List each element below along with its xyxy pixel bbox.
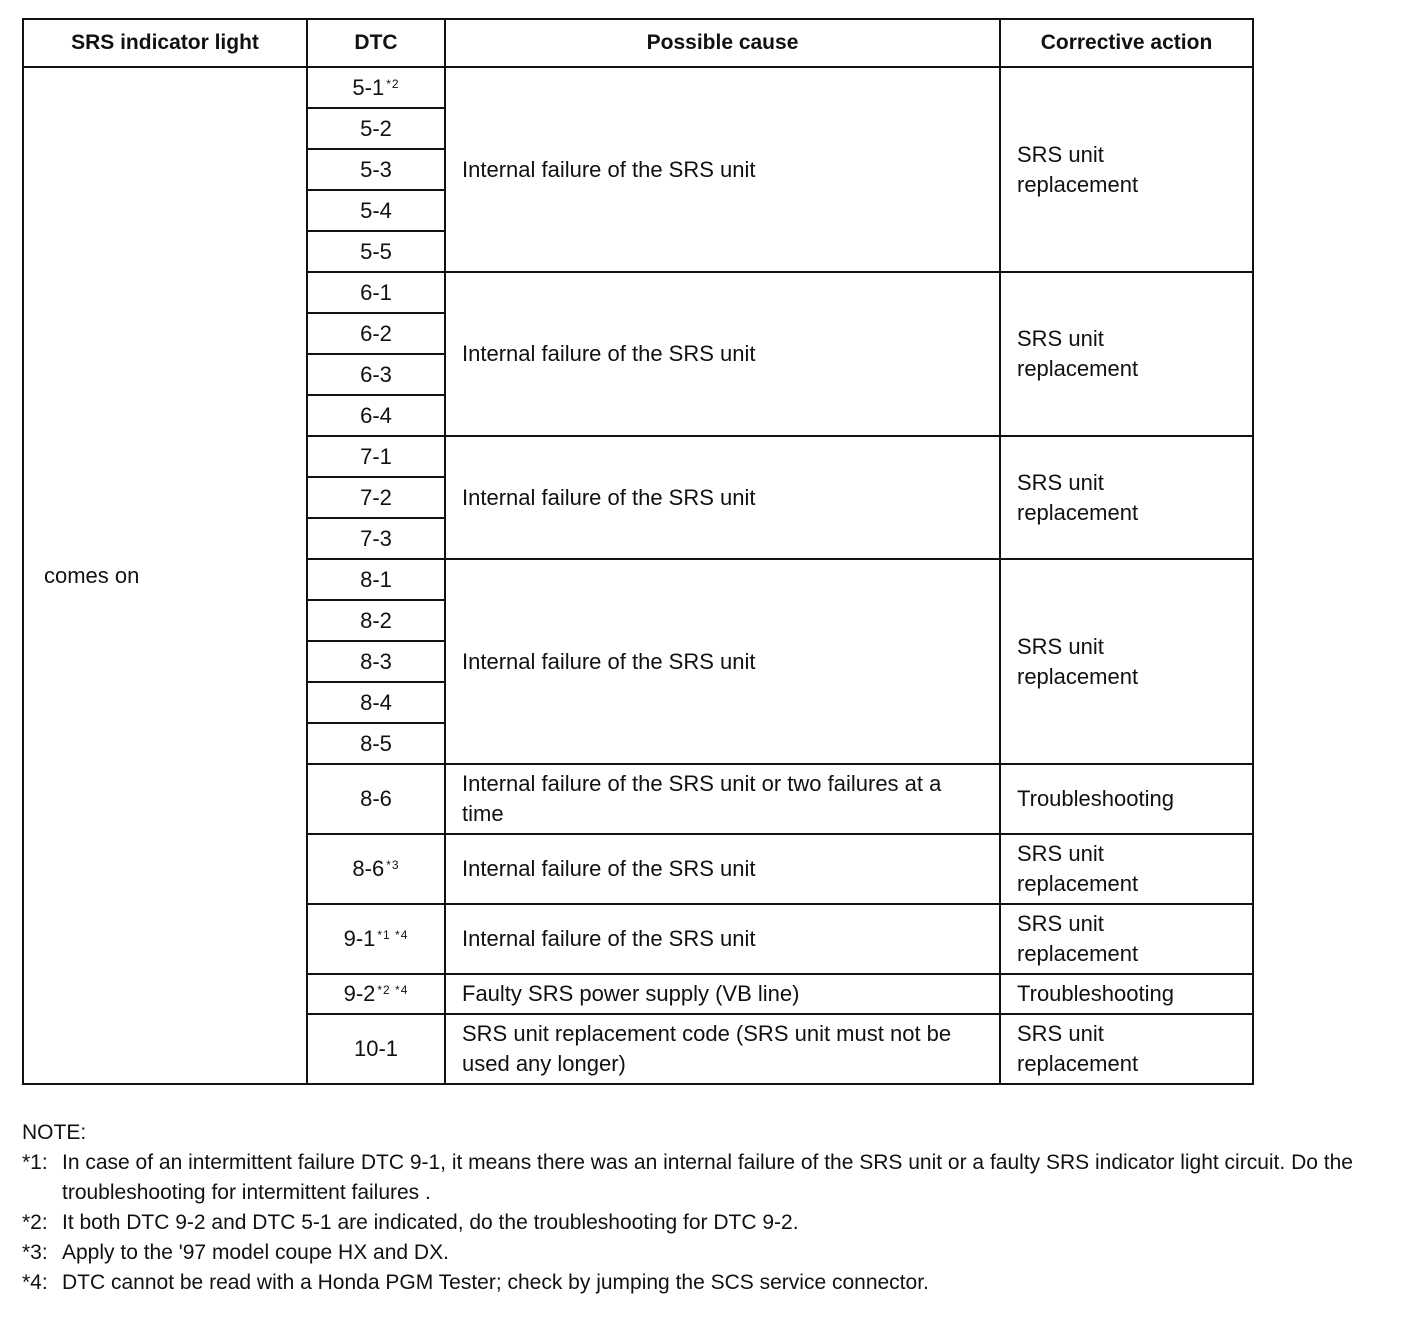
dtc-code-text: 6-4: [360, 402, 392, 428]
dtc-code-text: 8-6: [360, 786, 392, 811]
note-mark: *1:: [22, 1151, 48, 1174]
possible-cause-cell: Internal failure of the SRS unit or two failures at a time: [445, 764, 1000, 834]
notes-list: [22, 1148, 1392, 1298]
dtc-footnote-mark: *1 *4: [377, 928, 409, 942]
dtc-code: [307, 354, 445, 395]
possible-cause-cell: Faulty SRS power supply (VB line): [445, 974, 1000, 1014]
dtc-code-text: 8-5: [360, 730, 392, 756]
dtc-code-text: 8-4: [360, 689, 392, 715]
header-row: [23, 19, 1253, 67]
dtc-code-text: 9-1: [343, 926, 376, 951]
dtc-code-text: 5-5: [360, 238, 392, 264]
dtc-code: [307, 395, 445, 436]
dtc-code: [307, 477, 445, 518]
dtc-code-text: 6-3: [360, 361, 392, 387]
dtc-code-text: 9-2: [343, 981, 376, 1006]
corrective-action-cell: SRS unit replacement: [1000, 272, 1253, 436]
corrective-action-cell: Troubleshooting: [1000, 974, 1253, 1014]
note-text: It both DTC 9-2 and DTC 5-1 are indicated, do the troubleshooting for DTC 9-2.: [62, 1211, 799, 1234]
possible-cause-cell: Internal failure of the SRS unit: [445, 559, 1000, 764]
dtc-code: [307, 231, 445, 272]
dtc-code: [307, 723, 445, 764]
corrective-action-cell: SRS unit replacement: [1000, 559, 1253, 764]
dtc-code-text: 5-4: [360, 197, 392, 223]
dtc-code: [307, 436, 445, 477]
possible-cause-cell: Internal failure of the SRS unit: [445, 436, 1000, 559]
notes-section: [22, 1118, 1392, 1298]
dtc-code: [307, 67, 445, 108]
note-mark: *3:: [22, 1241, 48, 1264]
dtc-footnote-mark: *3: [386, 858, 400, 872]
dtc-footnote-mark: *2 *4: [377, 983, 409, 997]
dtc-code: [307, 974, 445, 1014]
note-item: [22, 1208, 1392, 1238]
header-corrective-action: Corrective action: [1000, 19, 1253, 67]
header-srs-indicator-light: SRS indicator light: [23, 19, 307, 67]
dtc-code-text: 7-2: [360, 484, 392, 510]
corrective-action-cell: SRS unit replacement: [1000, 1014, 1253, 1084]
dtc-code-text: 7-1: [360, 443, 392, 469]
dtc-code: [307, 518, 445, 559]
dtc-code-text: 8-3: [360, 648, 392, 674]
dtc-code: [307, 108, 445, 149]
possible-cause-cell: Internal failure of the SRS unit: [445, 834, 1000, 904]
dtc-code: [307, 1014, 445, 1084]
dtc-table: [22, 18, 1254, 1085]
note-mark: *4:: [22, 1271, 48, 1294]
corrective-action-cell: SRS unit replacement: [1000, 436, 1253, 559]
dtc-code-text: 8-2: [360, 607, 392, 633]
dtc-code: [307, 190, 445, 231]
dtc-footnote-mark: *2: [386, 76, 400, 91]
dtc-code-text: 6-2: [360, 320, 392, 346]
dtc-code: [307, 313, 445, 354]
note-text: In case of an intermittent failure DTC 9-1, it means there was an internal failure of the SRS unit or a faulty SRS indicator light circuit. Do the troubleshooting for intermittent failures .: [62, 1151, 1353, 1204]
dtc-code: [307, 600, 445, 641]
dtc-code-text: 8-1: [360, 566, 392, 592]
corrective-action-cell: SRS unit replacement: [1000, 904, 1253, 974]
note-item: [22, 1238, 1392, 1268]
dtc-code: [307, 682, 445, 723]
note-item: [22, 1148, 1392, 1208]
dtc-code: [307, 641, 445, 682]
possible-cause-cell: Internal failure of the SRS unit: [445, 67, 1000, 272]
dtc-code-text: 5-1: [352, 74, 385, 100]
note-text: Apply to the '97 model coupe HX and DX.: [62, 1241, 449, 1264]
dtc-code-text: 6-1: [360, 279, 392, 305]
dtc-code-text: 8-6: [352, 856, 385, 881]
header-dtc: DTC: [307, 19, 445, 67]
corrective-action-cell: SRS unit replacement: [1000, 67, 1253, 272]
possible-cause-cell: SRS unit replacement code (SRS unit must not be used any longer): [445, 1014, 1000, 1084]
dtc-code: [307, 559, 445, 600]
table-row: [23, 67, 1253, 108]
srs-indicator-light-value: comes on: [23, 67, 307, 1084]
note-mark: *2:: [22, 1211, 48, 1234]
dtc-code: [307, 764, 445, 834]
notes-title: NOTE:: [22, 1121, 87, 1144]
dtc-code-text: 5-2: [360, 115, 392, 141]
corrective-action-cell: Troubleshooting: [1000, 764, 1253, 834]
dtc-code: [307, 149, 445, 190]
dtc-code: [307, 904, 445, 974]
corrective-action-cell: SRS unit replacement: [1000, 834, 1253, 904]
header-possible-cause: Possible cause: [445, 19, 1000, 67]
possible-cause-cell: Internal failure of the SRS unit: [445, 272, 1000, 436]
dtc-code-text: 7-3: [360, 525, 392, 551]
possible-cause-cell: Internal failure of the SRS unit: [445, 904, 1000, 974]
note-item: [22, 1268, 1392, 1298]
dtc-code-text: 5-3: [360, 156, 392, 182]
dtc-code-text: 10-1: [353, 1036, 399, 1061]
dtc-code: [307, 272, 445, 313]
dtc-table-body: [23, 67, 1253, 1084]
dtc-code: [307, 834, 445, 904]
note-text: DTC cannot be read with a Honda PGM Tester; check by jumping the SCS service connector.: [62, 1271, 929, 1294]
